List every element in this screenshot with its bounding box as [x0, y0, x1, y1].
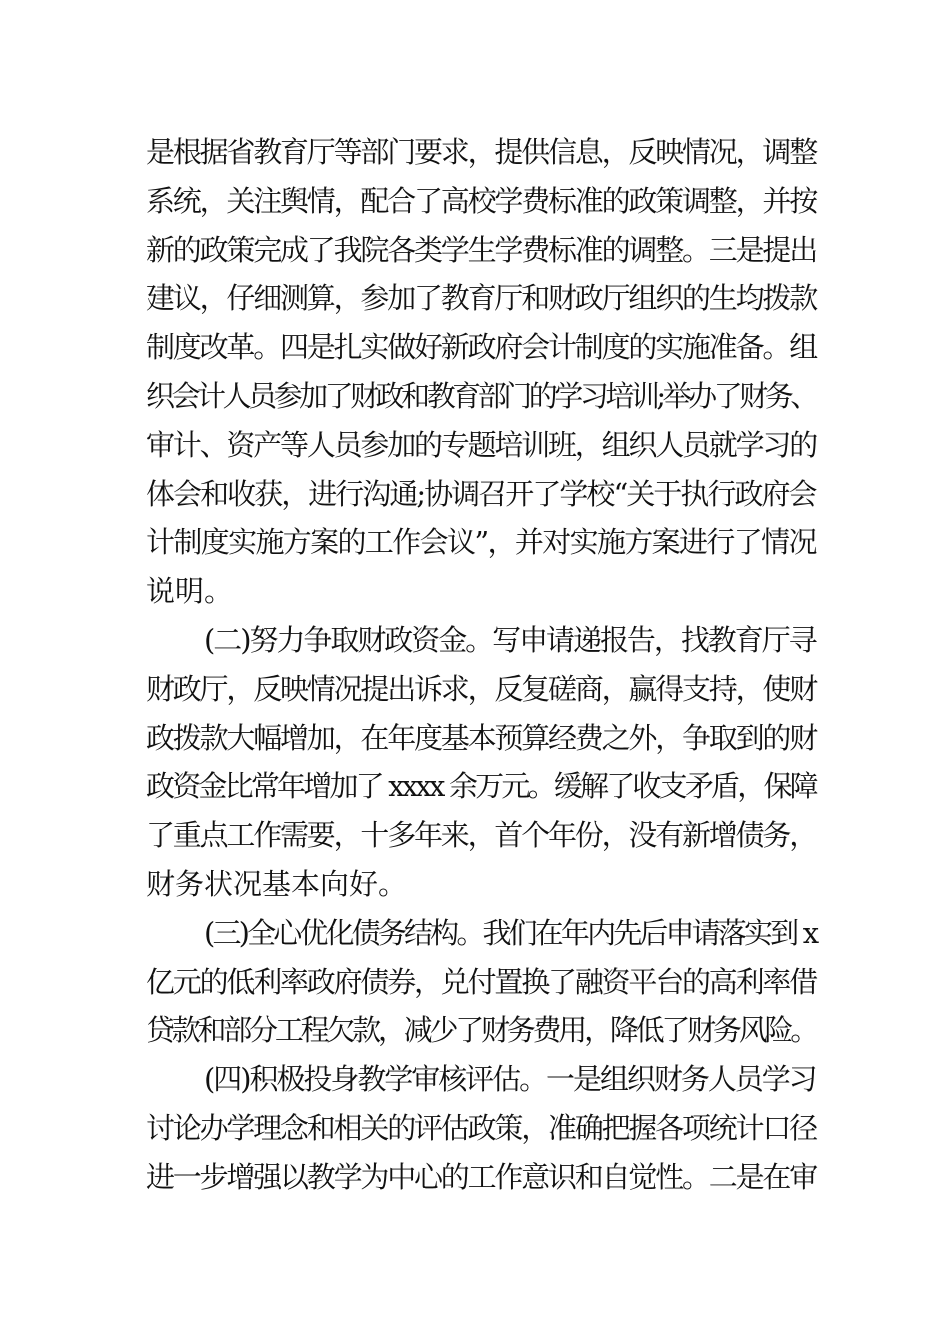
- text-line: 财政厅，反映情况提出诉求，反复磋商，赢得支持，使财: [146, 671, 817, 706]
- text-line: (三)全心优化债务结构。我们在年内先后申请落实到 x: [204, 915, 817, 950]
- text-line: 审计、资产等人员参加的专题培训班，组织人员就学习的: [146, 427, 817, 462]
- text-line: 了重点工作需要，十多年来，首个年份，没有新增债务，: [146, 818, 817, 853]
- text-line: 计制度实施方案的工作会议”，并对实施方案进行了情况: [146, 525, 816, 560]
- text-line: 亿元的低利率政府债券，兑付置换了融资平台的高利率借: [146, 964, 817, 999]
- text-line: (四)积极投身教学审核评估。一是组织财务人员学习: [204, 1062, 816, 1097]
- body-text: [146, 128, 816, 1202]
- text-line: 讨论办学理念和相关的评估政策，准确把握各项统计口径: [146, 1110, 817, 1145]
- text-line: 说明。: [146, 574, 234, 609]
- text-line: 政资金比常年增加了 xxxx 余万元。缓解了收支矛盾，保障: [146, 769, 816, 804]
- text-line: 新的政策完成了我院各类学生学费标准的调整。三是提出: [146, 232, 817, 267]
- text-line: 体会和收获，进行沟通;协调召开了学校“关于执行政府会: [146, 476, 816, 511]
- text-line: 建议，仔细测算，参加了教育厅和财政厅组织的生均拨款: [146, 281, 817, 316]
- text-line: 制度改革。四是扎实做好新政府会计制度的实施准备。组: [146, 330, 817, 365]
- text-line: 进一步增强以教学为中心的工作意识和自觉性。二是在审: [146, 1159, 817, 1194]
- text-line: 政拨款大幅增加，在年度基本预算经费之外，争取到的财: [146, 720, 817, 755]
- text-line: 财务状况基本向好。: [146, 866, 408, 901]
- text-line: (二)努力争取财政资金。写申请递报告，找教育厅寻: [204, 622, 816, 657]
- text-line: 贷款和部分工程欠款，减少了财务费用，降低了财务风险。: [146, 1013, 817, 1048]
- text-line: 是根据省教育厅等部门要求，提供信息，反映情况，调整: [146, 135, 817, 169]
- text-line: 织会计人员参加了财政和教育部门的学习培训;举办了财务、: [146, 378, 816, 413]
- text-line: 系统，关注舆情，配合了高校学费标准的政策调整，并按: [146, 183, 817, 218]
